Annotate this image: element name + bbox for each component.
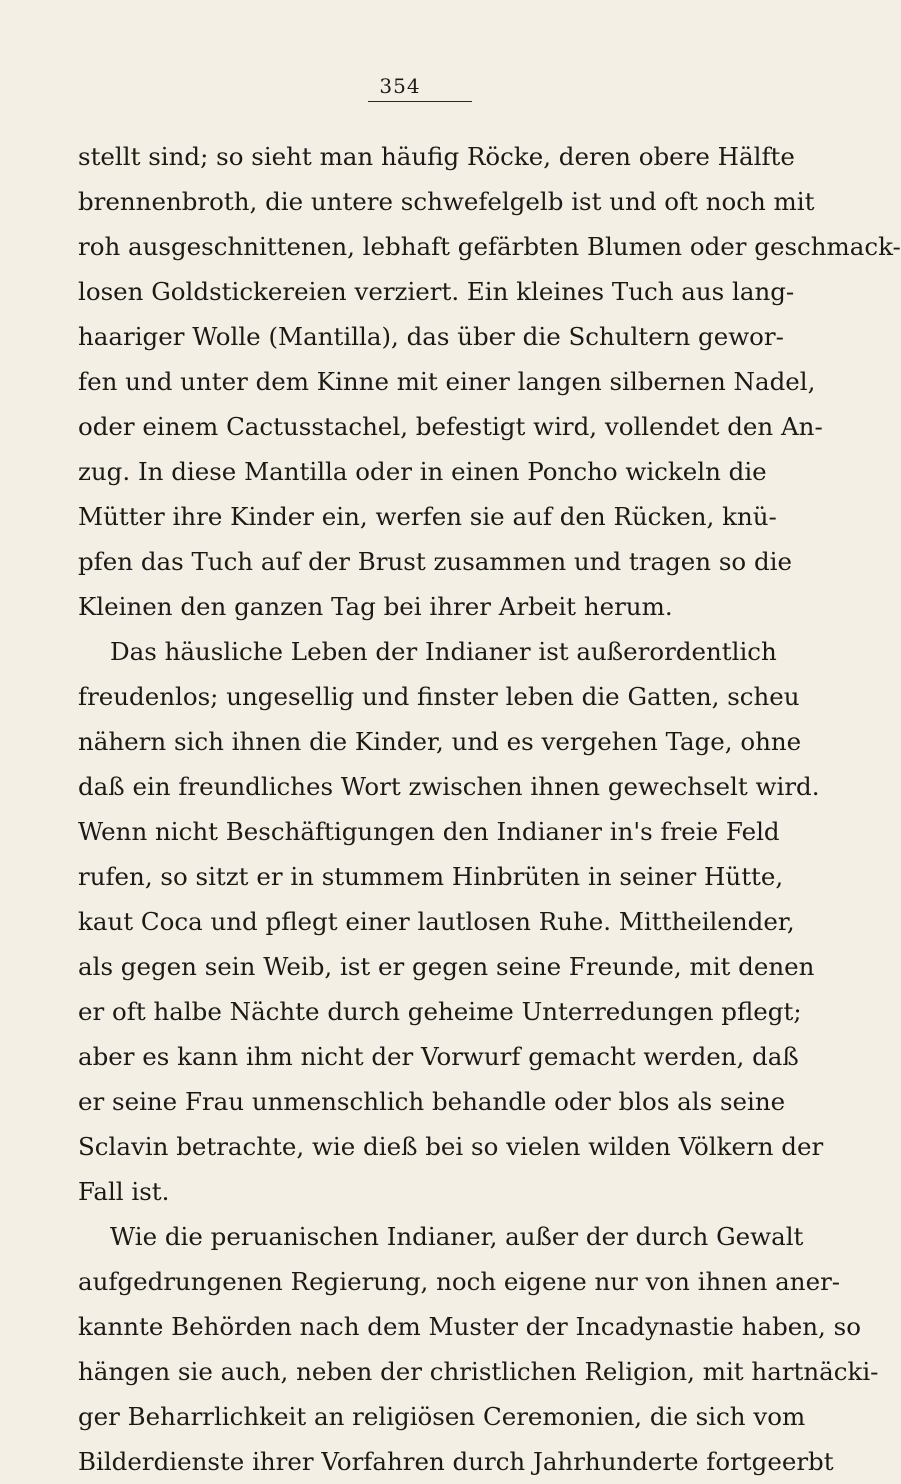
text-line: nähern sich ihnen die Kinder, und es vergehen Tage, ohne <box>78 727 802 756</box>
text-line: rufen, so sitzt er in stummem Hinbrüten in seiner Hütte, <box>78 862 784 891</box>
text-line: er oft halbe Nächte durch geheime Unterredungen pflegt; <box>78 997 802 1026</box>
text-line: Sclavin betrachte, wie dieß bei so vielen wilden Völkern der <box>78 1132 824 1161</box>
page-number-underline <box>368 101 472 102</box>
text-line: ger Beharrlichkeit an religiösen Ceremonien, die sich vom <box>78 1402 806 1431</box>
text-line: aufgedrungenen Regierung, noch eigene nur von ihnen aner- <box>78 1267 841 1296</box>
text-line: Kleinen den ganzen Tag bei ihrer Arbeit herum. <box>78 592 673 621</box>
text-line: Mütter ihre Kinder ein, werfen sie auf den Rücken, knü- <box>78 502 777 531</box>
text-line: oder einem Cactusstachel, befestigt wird, vollendet den An- <box>78 412 823 441</box>
body-text <box>78 134 901 1484</box>
text-line: Das häusliche Leben der Indianer ist außerordentlich <box>110 637 777 666</box>
page-number: 354 <box>379 74 421 98</box>
text-line: zug. In diese Mantilla oder in einen Poncho wickeln die <box>78 457 767 486</box>
text-line: kaut Coca und pflegt einer lautlosen Ruhe. Mittheilender, <box>78 907 795 936</box>
text-line: roh ausgeschnittenen, lebhaft gefärbten Blumen oder geschmack- <box>78 232 901 261</box>
text-line: pfen das Tuch auf der Brust zusammen und tragen so die <box>78 547 792 576</box>
text-line: brennenbroth, die untere schwefelgelb ist und oft noch mit <box>78 187 815 216</box>
text-line: fen und unter dem Kinne mit einer langen silbernen Nadel, <box>78 367 816 396</box>
text-line: daß ein freundliches Wort zwischen ihnen gewechselt wird. <box>78 772 820 801</box>
text-line: Fall ist. <box>78 1177 170 1206</box>
text-line: freudenlos; ungesellig und finster leben die Gatten, scheu <box>78 682 800 711</box>
text-line: kannte Behörden nach dem Muster der Incadynastie haben, so <box>78 1312 861 1341</box>
text-line: stellt sind; so sieht man häufig Röcke, deren obere Hälfte <box>78 142 795 171</box>
text-line: hängen sie auch, neben der christlichen Religion, mit hartnäcki- <box>78 1357 879 1386</box>
text-line: Bilderdienste ihrer Vorfahren durch Jahrhunderte fortgeerbt <box>78 1447 834 1476</box>
text-line: er seine Frau unmenschlich behandle oder blos als seine <box>78 1087 786 1116</box>
text-line: als gegen sein Weib, ist er gegen seine Freunde, mit denen <box>78 952 815 981</box>
text-line: Wie die peruanischen Indianer, außer der durch Gewalt <box>110 1222 804 1251</box>
text-line: losen Goldstickereien verziert. Ein kleines Tuch aus lang- <box>78 277 795 306</box>
text-line: aber es kann ihm nicht der Vorwurf gemacht werden, daß <box>78 1042 799 1071</box>
text-line: Wenn nicht Beschäftigungen den Indianer in's freie Feld <box>78 817 780 846</box>
text-line: haariger Wolle (Mantilla), das über die Schultern gewor- <box>78 322 784 351</box>
